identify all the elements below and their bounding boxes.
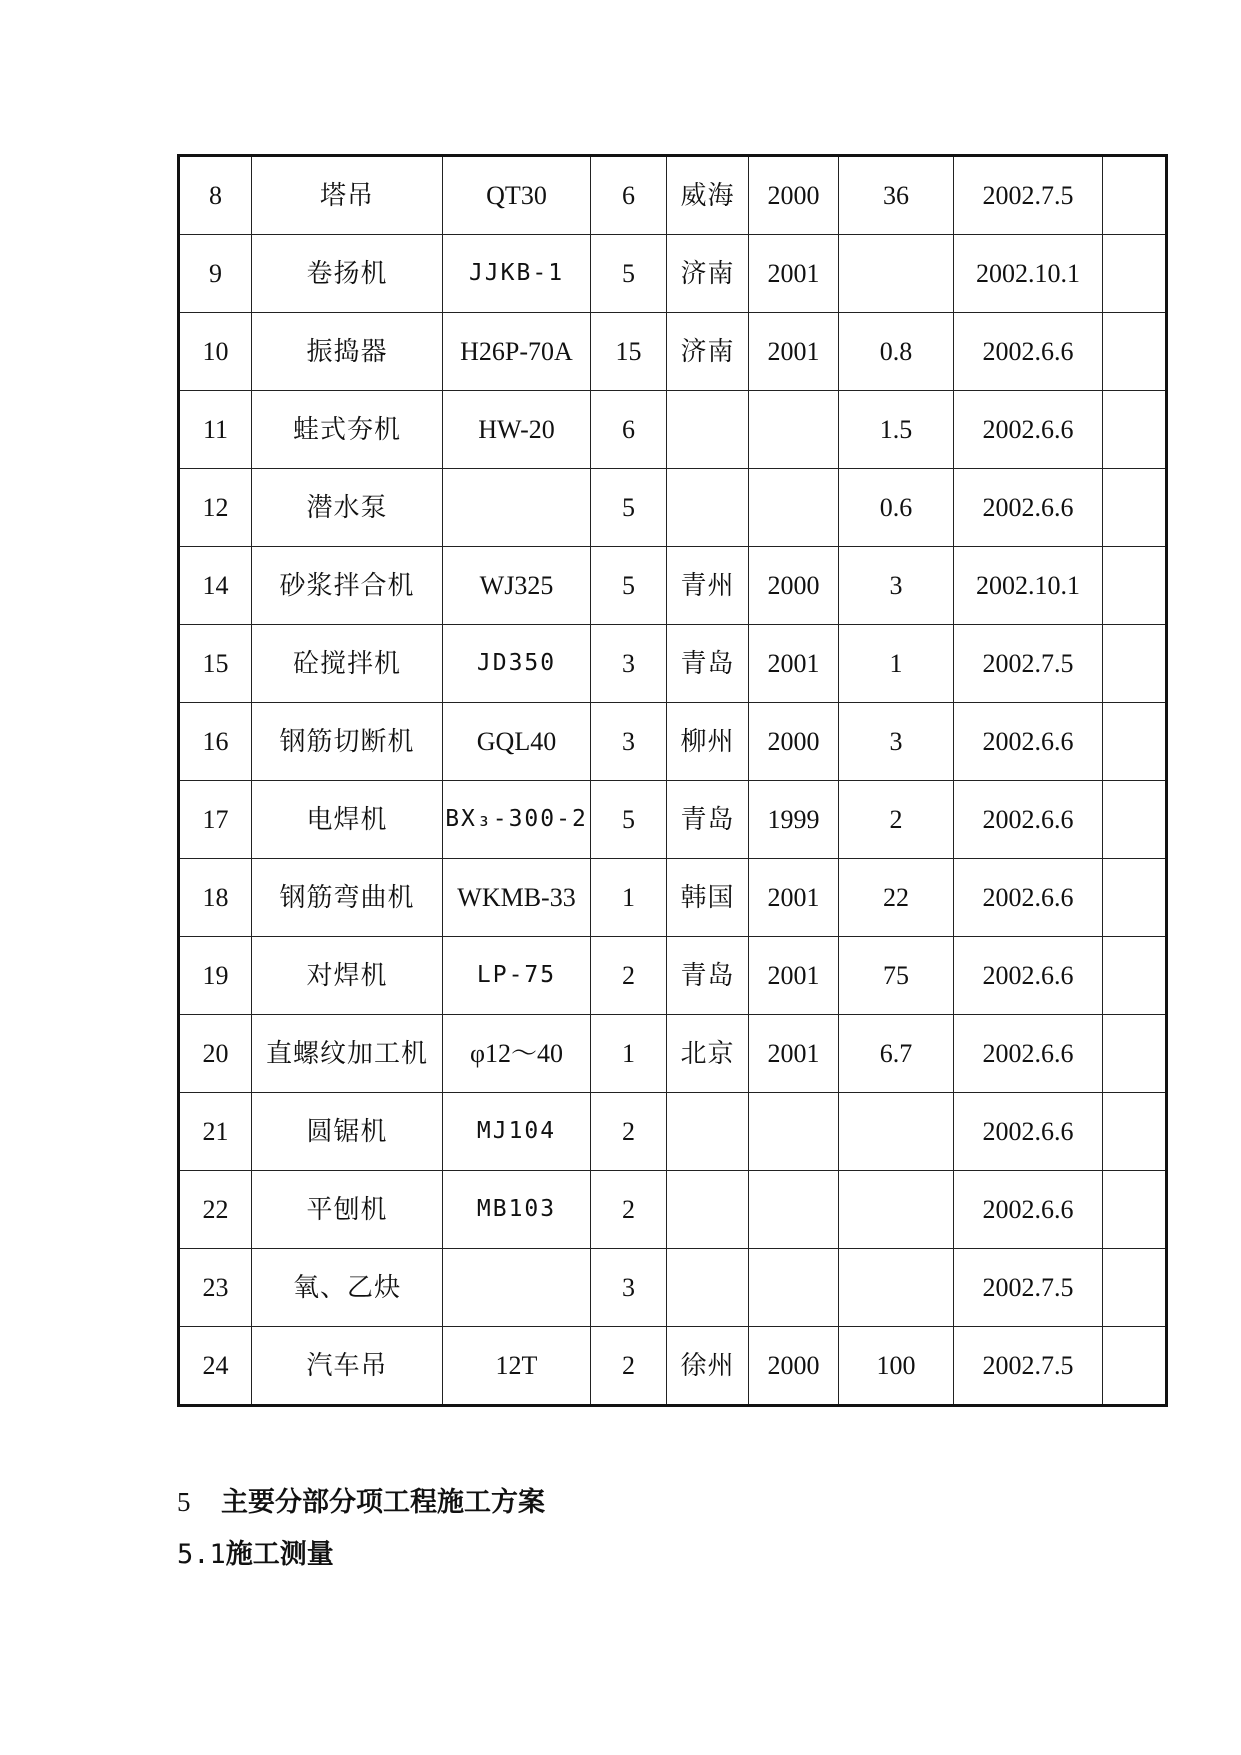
cell-date: 2002.10.1 (954, 547, 1103, 625)
cell-power: 3 (839, 547, 954, 625)
cell-power (839, 1171, 954, 1249)
cell-model: LP-75 (443, 937, 591, 1015)
cell-qty: 1 (591, 1015, 667, 1093)
cell-model: QT30 (443, 156, 591, 235)
equipment-table (177, 154, 1168, 1407)
cell-year: 2001 (749, 313, 839, 391)
cell-qty: 1 (591, 859, 667, 937)
cell-qty: 3 (591, 703, 667, 781)
cell-power: 2 (839, 781, 954, 859)
cell-name: 砂浆拌合机 (252, 547, 443, 625)
cell-note (1103, 625, 1167, 703)
cell-name: 直螺纹加工机 (252, 1015, 443, 1093)
cell-date: 2002.6.6 (954, 859, 1103, 937)
cell-year: 2001 (749, 235, 839, 313)
cell-year: 2001 (749, 859, 839, 937)
cell-origin: 青岛 (667, 781, 749, 859)
cell-date: 2002.7.5 (954, 625, 1103, 703)
cell-year: 2000 (749, 1327, 839, 1406)
cell-qty: 5 (591, 235, 667, 313)
cell-year: 2001 (749, 937, 839, 1015)
cell-year: 2000 (749, 703, 839, 781)
cell-qty: 6 (591, 391, 667, 469)
cell-note (1103, 1327, 1167, 1406)
cell-date: 2002.7.5 (954, 1327, 1103, 1406)
table-row (179, 703, 1167, 781)
table-row (179, 1093, 1167, 1171)
cell-date: 2002.6.6 (954, 313, 1103, 391)
table-row (179, 1171, 1167, 1249)
table-row (179, 235, 1167, 313)
cell-origin: 青岛 (667, 625, 749, 703)
cell-model: 12T (443, 1327, 591, 1406)
cell-note (1103, 1093, 1167, 1171)
section-5-title: 主要分部分项工程施工方案 (221, 1487, 545, 1518)
table-row (179, 781, 1167, 859)
cell-note (1103, 703, 1167, 781)
cell-qty: 5 (591, 547, 667, 625)
cell-no: 16 (179, 703, 252, 781)
cell-year: 2001 (749, 625, 839, 703)
cell-qty: 3 (591, 625, 667, 703)
cell-model: JD350 (443, 625, 591, 703)
table-row (179, 625, 1167, 703)
cell-note (1103, 1249, 1167, 1327)
cell-name: 氧、乙炔 (252, 1249, 443, 1327)
cell-origin: 韩国 (667, 859, 749, 937)
section-5-heading (177, 1480, 545, 1519)
cell-name: 钢筋弯曲机 (252, 859, 443, 937)
cell-model: WJ325 (443, 547, 591, 625)
table-row (179, 547, 1167, 625)
cell-qty: 5 (591, 781, 667, 859)
cell-power: 22 (839, 859, 954, 937)
table-row (179, 391, 1167, 469)
cell-model: MB103 (443, 1171, 591, 1249)
section-5-number: 5 (177, 1487, 191, 1517)
cell-year: 1999 (749, 781, 839, 859)
cell-date: 2002.10.1 (954, 235, 1103, 313)
cell-origin: 青州 (667, 547, 749, 625)
cell-note (1103, 937, 1167, 1015)
cell-origin (667, 1249, 749, 1327)
table-row (179, 1015, 1167, 1093)
cell-power: 0.8 (839, 313, 954, 391)
cell-power: 0.6 (839, 469, 954, 547)
table-row (179, 156, 1167, 235)
cell-model: HW-20 (443, 391, 591, 469)
cell-power: 3 (839, 703, 954, 781)
cell-qty: 6 (591, 156, 667, 235)
cell-no: 10 (179, 313, 252, 391)
cell-note (1103, 313, 1167, 391)
cell-date: 2002.6.6 (954, 1171, 1103, 1249)
cell-name: 圆锯机 (252, 1093, 443, 1171)
cell-year (749, 1171, 839, 1249)
cell-qty: 3 (591, 1249, 667, 1327)
cell-note (1103, 859, 1167, 937)
cell-model (443, 1249, 591, 1327)
cell-date: 2002.6.6 (954, 1093, 1103, 1171)
section-5-1-heading (177, 1532, 334, 1571)
cell-no: 20 (179, 1015, 252, 1093)
cell-origin (667, 469, 749, 547)
cell-date: 2002.6.6 (954, 781, 1103, 859)
cell-name: 汽车吊 (252, 1327, 443, 1406)
cell-origin (667, 391, 749, 469)
table-row (179, 1249, 1167, 1327)
cell-power: 75 (839, 937, 954, 1015)
cell-name: 振捣器 (252, 313, 443, 391)
cell-date: 2002.6.6 (954, 469, 1103, 547)
cell-origin: 青岛 (667, 937, 749, 1015)
cell-name: 卷扬机 (252, 235, 443, 313)
section-5-1-number: 5.1 (177, 1539, 226, 1570)
cell-model (443, 469, 591, 547)
cell-no: 19 (179, 937, 252, 1015)
cell-date: 2002.6.6 (954, 1015, 1103, 1093)
cell-note (1103, 1015, 1167, 1093)
cell-power: 6.7 (839, 1015, 954, 1093)
cell-no: 12 (179, 469, 252, 547)
cell-name: 钢筋切断机 (252, 703, 443, 781)
cell-model: GQL40 (443, 703, 591, 781)
cell-no: 14 (179, 547, 252, 625)
cell-note (1103, 469, 1167, 547)
cell-no: 9 (179, 235, 252, 313)
cell-power: 100 (839, 1327, 954, 1406)
table-row (179, 469, 1167, 547)
cell-qty: 5 (591, 469, 667, 547)
cell-year: 2000 (749, 156, 839, 235)
cell-power (839, 235, 954, 313)
cell-name: 蛙式夯机 (252, 391, 443, 469)
table-row (179, 937, 1167, 1015)
cell-qty: 2 (591, 1171, 667, 1249)
cell-qty: 2 (591, 1327, 667, 1406)
cell-date: 2002.6.6 (954, 703, 1103, 781)
cell-date: 2002.7.5 (954, 1249, 1103, 1327)
table-row (179, 859, 1167, 937)
cell-note (1103, 235, 1167, 313)
cell-origin: 济南 (667, 235, 749, 313)
cell-no: 22 (179, 1171, 252, 1249)
cell-model: BX₃-300-2 (443, 781, 591, 859)
cell-model: JJKB-1 (443, 235, 591, 313)
cell-year (749, 1093, 839, 1171)
cell-qty: 2 (591, 937, 667, 1015)
cell-origin (667, 1171, 749, 1249)
cell-note (1103, 781, 1167, 859)
cell-name: 对焊机 (252, 937, 443, 1015)
cell-name: 塔吊 (252, 156, 443, 235)
cell-no: 24 (179, 1327, 252, 1406)
cell-year: 2001 (749, 1015, 839, 1093)
cell-qty: 2 (591, 1093, 667, 1171)
cell-no: 21 (179, 1093, 252, 1171)
cell-no: 23 (179, 1249, 252, 1327)
cell-model: φ12～40 (443, 1015, 591, 1093)
cell-note (1103, 391, 1167, 469)
cell-year (749, 469, 839, 547)
cell-qty: 15 (591, 313, 667, 391)
cell-name: 电焊机 (252, 781, 443, 859)
cell-name: 砼搅拌机 (252, 625, 443, 703)
cell-model: H26P-70A (443, 313, 591, 391)
section-5-1-title: 施工测量 (225, 1539, 334, 1570)
table-row (179, 1327, 1167, 1406)
cell-date: 2002.7.5 (954, 156, 1103, 235)
cell-no: 11 (179, 391, 252, 469)
cell-origin: 威海 (667, 156, 749, 235)
cell-note (1103, 156, 1167, 235)
cell-no: 8 (179, 156, 252, 235)
cell-power: 1 (839, 625, 954, 703)
cell-no: 18 (179, 859, 252, 937)
cell-date: 2002.6.6 (954, 937, 1103, 1015)
cell-note (1103, 1171, 1167, 1249)
cell-year (749, 1249, 839, 1327)
cell-model: MJ104 (443, 1093, 591, 1171)
cell-origin: 徐州 (667, 1327, 749, 1406)
table-row (179, 313, 1167, 391)
equipment-table-body (179, 156, 1167, 1406)
cell-no: 17 (179, 781, 252, 859)
cell-name: 潜水泵 (252, 469, 443, 547)
cell-date: 2002.6.6 (954, 391, 1103, 469)
cell-power: 1.5 (839, 391, 954, 469)
cell-year: 2000 (749, 547, 839, 625)
cell-name: 平刨机 (252, 1171, 443, 1249)
cell-origin (667, 1093, 749, 1171)
cell-power (839, 1249, 954, 1327)
cell-origin: 柳州 (667, 703, 749, 781)
cell-note (1103, 547, 1167, 625)
cell-origin: 北京 (667, 1015, 749, 1093)
cell-origin: 济南 (667, 313, 749, 391)
cell-model: WKMB-33 (443, 859, 591, 937)
cell-year (749, 391, 839, 469)
cell-power: 36 (839, 156, 954, 235)
cell-power (839, 1093, 954, 1171)
cell-no: 15 (179, 625, 252, 703)
